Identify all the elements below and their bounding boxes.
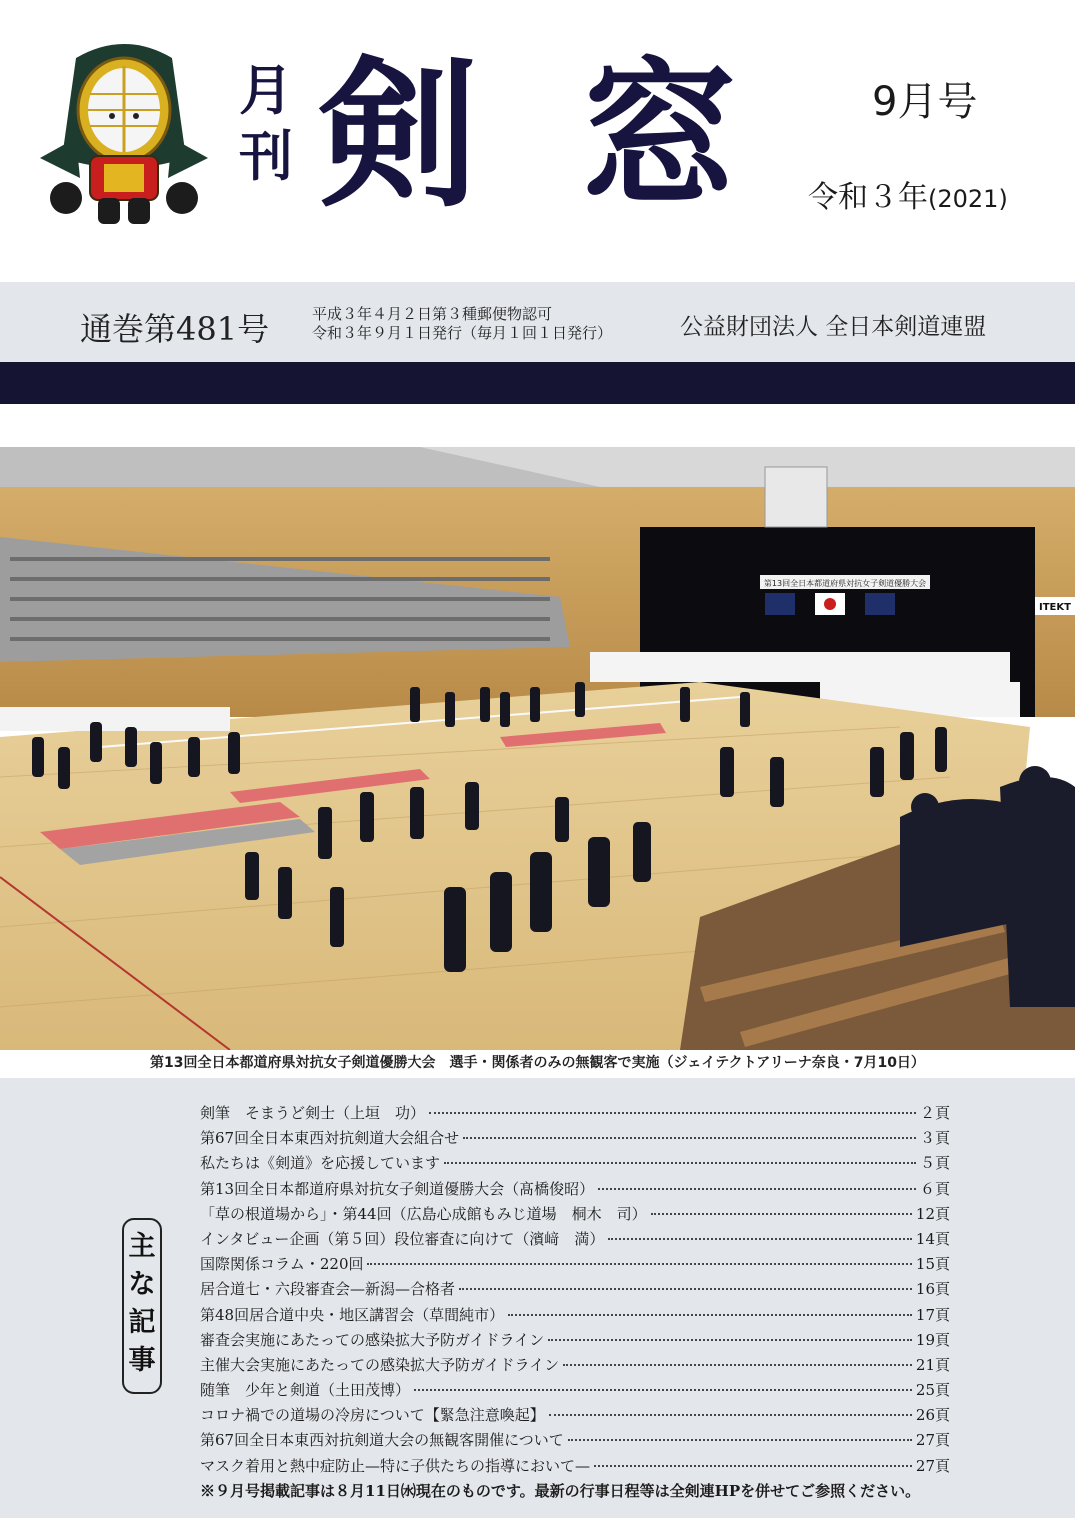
permit-line-2: 令和３年９月１日発行（毎月１回１日発行） (312, 324, 613, 342)
photo-caption: 第13回全日本都道府県対抗女子剣道優勝大会 選手・関係者のみの無観客で実施（ジェイテクトアリーナ奈良・7月10日） (150, 1055, 925, 1071)
label-char-2: な (128, 1269, 156, 1300)
toc-item-page: 27頁 (915, 1456, 950, 1475)
toc-item-page: 27頁 (915, 1431, 950, 1450)
toc-item[interactable] (200, 1329, 950, 1354)
stage-sign: ITEKT (1039, 602, 1071, 613)
toc-item[interactable] (200, 1304, 950, 1329)
magazine-title: 剣窓 (318, 41, 839, 229)
label-text (127, 1228, 157, 1380)
toc-item-title: 主催大会実施にあたっての感染拡大予防ガイドライン (200, 1355, 560, 1374)
toc-leader-dots (594, 1465, 912, 1467)
main-articles-label (122, 1218, 174, 1394)
toc-item[interactable] (200, 1455, 950, 1480)
toc-item-page: ６頁 (919, 1179, 950, 1198)
permit-line-1: 平成３年４月２日第３種郵便物認可 (312, 305, 553, 323)
toc-item-title: インタビュー企画（第５回）段位審査に向けて（濱﨑 満） (200, 1229, 605, 1248)
info-bar (0, 282, 1075, 362)
monthly-label (236, 58, 296, 190)
toc-item-title: コロナ禍での道場の冷房について【緊急注意喚起】 (200, 1406, 545, 1425)
toc-leader-dots (367, 1263, 911, 1265)
toc-leader-dots (508, 1314, 912, 1316)
toc-item[interactable] (200, 1203, 950, 1228)
label-char-1: 主 (128, 1231, 156, 1262)
toc-item[interactable] (200, 1429, 950, 1454)
toc-item[interactable] (200, 1178, 950, 1203)
toc-item-title: 第67回全日本東西対抗剣道大会の無観客開催について (200, 1431, 564, 1450)
toc-leader-dots (549, 1414, 912, 1416)
monthly-char-1: 月 (239, 59, 293, 122)
toc-leader-dots (568, 1439, 912, 1441)
toc-item-page: 21頁 (915, 1355, 950, 1374)
table-of-contents (200, 1102, 950, 1480)
era-year: 令和３年 (808, 180, 928, 215)
toc-item-page: 16頁 (915, 1280, 950, 1299)
toc-leader-dots (444, 1162, 916, 1164)
cover-photo (0, 447, 1075, 1050)
monthly-char-2: 刊 (239, 125, 293, 188)
toc-leader-dots (429, 1112, 916, 1114)
toc-item-title: 随筆 少年と剣道（土田茂博） (200, 1381, 411, 1400)
toc-item-page: 26頁 (915, 1406, 950, 1425)
toc-item-title: 私たちは《剣道》を応援しています (200, 1154, 441, 1173)
issue-date (808, 172, 1008, 216)
toc-item[interactable] (200, 1253, 950, 1278)
toc-item-page: 25頁 (915, 1381, 950, 1400)
toc-item-page: ５頁 (919, 1154, 950, 1173)
stage-banner: 第13回全日本都道府県対抗女子剣道優勝大会 (763, 579, 927, 588)
label-char-3: 記 (128, 1307, 156, 1338)
toc-item[interactable] (200, 1354, 950, 1379)
toc-leader-dots (414, 1389, 912, 1391)
toc-item[interactable] (200, 1278, 950, 1303)
toc-item-title: 剣筆 そまうど剣士（上垣 功） (200, 1104, 426, 1122)
toc-leader-dots (548, 1339, 912, 1341)
issue-number: 9月号 (872, 79, 978, 125)
publisher: 公益財団法人 全日本剣道連盟 (680, 314, 987, 340)
toc-item-title: 国際関係コラム・220回 (200, 1255, 364, 1274)
navy-divider (0, 362, 1075, 404)
toc-leader-dots (459, 1288, 912, 1290)
arena-photo-illustration (0, 447, 1075, 1050)
toc-leader-dots (598, 1188, 916, 1190)
toc-item[interactable] (200, 1127, 950, 1152)
toc-item[interactable] (200, 1404, 950, 1429)
toc-leader-dots (651, 1213, 912, 1215)
volume-number: 通巻第481号 (80, 310, 270, 348)
toc-item-page: ３頁 (919, 1129, 950, 1148)
toc-item[interactable] (200, 1102, 950, 1127)
toc-leader-dots (563, 1364, 912, 1366)
toc-item-page: 14頁 (915, 1229, 950, 1248)
toc-item[interactable] (200, 1228, 950, 1253)
toc-item-title: 第48回居合道中央・地区講習会（草間純市） (200, 1305, 505, 1324)
postal-permit (312, 305, 612, 343)
toc-item-page: 15頁 (915, 1255, 950, 1274)
masthead (0, 0, 1075, 282)
label-char-4: 事 (128, 1345, 156, 1376)
toc-item-title: 審査会実施にあたっての感染拡大予防ガイドライン (200, 1330, 545, 1349)
toc-item-title: 「草の根道場から」・第44回（広島心成館もみじ道場 桐木 司） (200, 1204, 647, 1223)
toc-item-page: 17頁 (915, 1305, 950, 1324)
toc-item[interactable] (200, 1379, 950, 1404)
toc-item-title: 第13回全日本都道府県対抗女子剣道優勝大会（髙橋俊昭） (200, 1179, 595, 1198)
toc-leader-dots (608, 1238, 912, 1240)
toc-leader-dots (463, 1137, 916, 1139)
toc-item-title: 第67回全日本東西対抗剣道大会組合せ (200, 1129, 460, 1148)
kendo-mascot-logo (36, 38, 212, 228)
toc-item-page: ２頁 (919, 1104, 950, 1122)
western-year: (2021) (928, 185, 1008, 213)
toc-item-page: 12頁 (915, 1204, 950, 1223)
toc-item-page: 19頁 (915, 1330, 950, 1349)
toc-item-title: マスク着用と熱中症防止—特に子供たちの指導において— (200, 1456, 591, 1475)
toc-item[interactable] (200, 1152, 950, 1177)
contents-note: ※９月号掲載記事は８月11日㈬現在のものです。最新の行事日程等は全剣連HPを併せてご参照ください。 (200, 1482, 921, 1500)
toc-item-title: 居合道七・六段審査会—新潟—合格者 (200, 1280, 456, 1299)
